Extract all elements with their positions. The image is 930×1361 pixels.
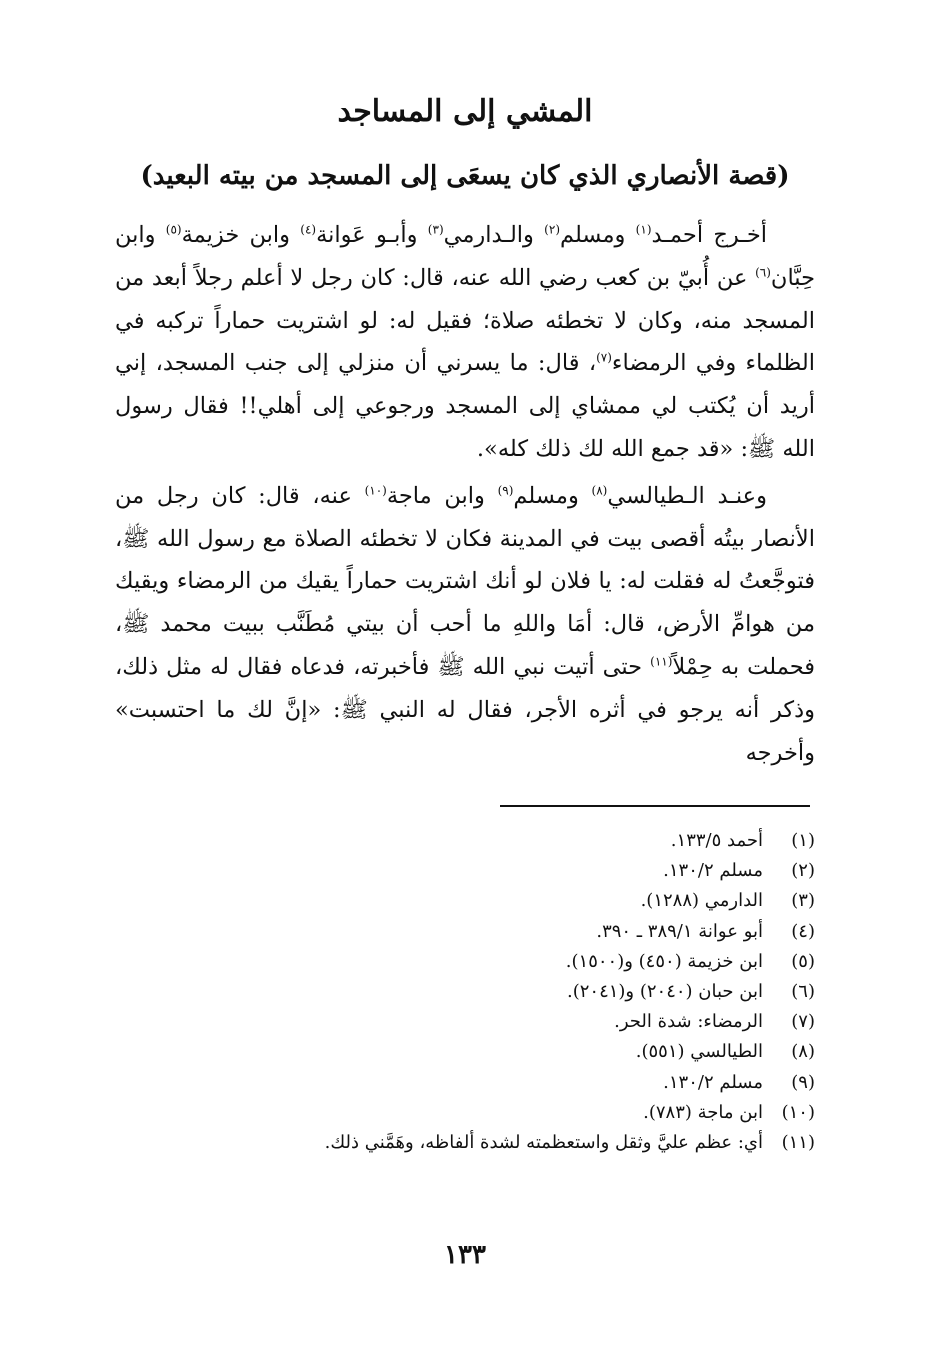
text-run: وعنـد الـطيالسي (607, 482, 767, 509)
footnote-separator (500, 805, 810, 807)
text-run: وأبـو عَوانة (316, 222, 428, 248)
footnote-item (115, 1037, 815, 1067)
footnote-ref: (٣) (427, 222, 444, 237)
footnote-text: أي: عظم عليَّ وثقل واستعظمته لشدة ألفاظه، وهَمَّني ذلك. (324, 1131, 763, 1153)
footnote-text: ابن خزيمة (٤٥٠) و(١٥٠٠). (565, 950, 763, 972)
footnote-ref: (٨) (591, 483, 608, 498)
footnote-item (115, 1128, 815, 1158)
footnote-item (115, 886, 815, 916)
paragraph-1 (115, 214, 815, 471)
footnote-text: ابن ماجة (٧٨٣). (643, 1101, 763, 1123)
footnote-number: (١٠) (781, 1101, 815, 1123)
footnote-number: (٥) (791, 950, 815, 972)
footnote-item (115, 1068, 815, 1098)
footnote-number: (٤) (791, 920, 815, 942)
footnote-text: أحمد ١٣٣/٥. (670, 830, 763, 851)
text-run: ومسلم (560, 222, 636, 248)
text-run: ، قال: ما يسرني أن منزلي إلى جنب المسجد، إني أريد أن يُكتب لي ممشاي إلى المسجد ورجوعي إلى أهلي!! فقال رسول الله ﷺ: «قد جمع الله لك ذلك كله». (115, 350, 815, 462)
footnote-text: أبو عوانة ٣٨٩/١ ـ ٣٩٠. (596, 920, 763, 942)
footnote-number: (١١) (781, 1131, 815, 1153)
footnote-text: الرمضاء: شدة الحر. (614, 1011, 763, 1033)
footnote-ref: (٦) (755, 265, 771, 280)
footnote-text: الطيالسي (٥٥١). (635, 1041, 763, 1063)
text-run: ومسلم (513, 482, 592, 509)
footnote-number: (١) (791, 830, 815, 851)
footnote-number: (٧) (791, 1011, 815, 1033)
footnote-ref: (٢) (544, 222, 560, 237)
footnote-item (115, 826, 815, 856)
footnote-number: (٨) (791, 1041, 815, 1063)
footnote-item (115, 947, 815, 977)
text-run: عنه، قال: كان رجل من الأنصار بيتُه أقصى بيت في المدينة فكان لا تخطئه الصلاة مع رسول الله ﷺ، فتوجَّعتُ له فقلت له: يا فلان لو أنك اشتريت حماراً يقيك من الرمضاء ويقيك من هوامِّ الأرض، قال: أمَا واللهِ ما أحب أن بيتي مُطَنَّب ببيت محمد ﷺ، فحملت به حِمْلاً (115, 482, 815, 680)
footnote-ref: (٥) (165, 222, 182, 237)
footnote-item (115, 856, 815, 886)
footnote-text: الدارمي (١٢٨٨). (640, 890, 763, 912)
footnote-text: مسلم ١٣٠/٢. (663, 1071, 763, 1093)
text-run: والـدارمي (443, 222, 545, 248)
section-title: (قصة الأنصاري الذي كان يسعَى إلى المسجد من بيته البعيد) (140, 161, 790, 191)
footnote-item (115, 1098, 815, 1128)
footnote-number: (٢) (791, 860, 815, 882)
footnote-number: (٦) (791, 980, 815, 1002)
footnote-ref: (٤) (300, 222, 317, 237)
footnote-item (115, 1007, 815, 1037)
footnote-ref: (١) (635, 222, 652, 237)
text-run: أخـرج أحمـد (651, 222, 768, 248)
footnote-ref: (٧) (596, 350, 612, 365)
text-run: وابن حِبَّان (115, 222, 815, 291)
footnote-number: (٩) (791, 1071, 815, 1093)
text-run: وابن خزيمة (181, 222, 301, 248)
footnote-ref: (١١) (650, 654, 673, 669)
text-run: وابن ماجة (386, 482, 498, 509)
footnote-ref: (١٠) (364, 483, 387, 498)
footnote-text: ابن حبان (٢٠٤٠) و(٢٠٤١). (566, 980, 763, 1002)
chapter-title: المشي إلى المساجد (337, 94, 593, 129)
footnotes-list (115, 826, 815, 1158)
footnote-item (115, 977, 815, 1007)
text-run: عن أُبيّ بن كعب رضي الله عنه، قال: كان رجل لا أعلم رجلاً أبعد من المسجد منه، وكان لا تخطئه صلاة؛ فقيل له: لو اشتريت حماراً تركبه في الظلماء وفي الرمضاء (115, 264, 815, 377)
footnote-ref: (٩) (497, 483, 514, 498)
footnote-text: مسلم ١٣٠/٢. (663, 860, 763, 882)
footnote-number: (٣) (791, 890, 815, 912)
page-number: ١٣٣ (444, 1240, 486, 1270)
footnote-item (115, 917, 815, 947)
text-run: حتى أتيت نبي الله ﷺ فأخبرته، فدعاه فقال له مثل ذلك، وذكر أنه يرجو في أثره الأجر، فقال له النبي ﷺ: «إنَّ لك ما احتسبت» وأخرجه (115, 653, 815, 766)
body-text (115, 214, 815, 774)
paragraph-2 (115, 475, 815, 775)
